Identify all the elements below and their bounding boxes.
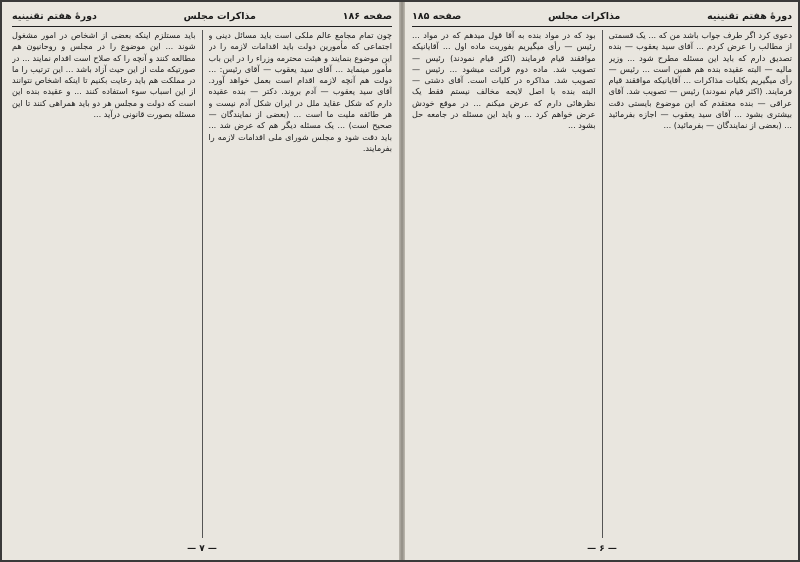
left-page-session: دورهٔ هفتم تقنینیه [12,10,97,22]
left-page-column-left [12,30,196,538]
left-page [12,8,392,554]
left-page-footer: — ۷ — [187,544,217,554]
right-page-column-right-text: دعوی کرد اگر طرف جواب باشد من که ... یک قسمتی از مطالب را عرض کردم ... آقای سید یعقوب — بنده تصدیق دارم که باید این مسئله مطرح شود ... وزیر مالیه — البته عقیده بنده هم همین است ... رئیس — رأی میگیریم بکلیات مذاکرات ... آقایانیکه موافقند قیام فرمایند. (اکثر قیام نمودند) رئیس — تصویب شد. آقای عراقی — بنده معتقدم که این موضوع بایستی دقت بیشتری بشود ... آقای سید یعقوب — اجازه بفرمائید ... (بعضی از نمایندگان — بفرمائید) ... [608,30,792,131]
left-header-rule [12,26,392,27]
right-page-title: مذاکرات مجلس [548,10,621,22]
left-page-column-right [209,30,393,538]
left-page-header [12,8,392,24]
left-page-column-right-text: چون تمام مجامع عالم ملکی است باید مسائل دینی و اجتماعی که مأمورین دولت باید اقدامات لازمه را در این موضوع بنمایند و هیئت محترمه وزراء را در این باب مأمور مینماید ... آقای سید یعقوب — آقای رئیس: ... دولت هم آنچه لازمه اقدام است بعمل خواهد آورد. آقای سید یعقوب — آدم بروند. دکتر — بنده عقیده دارم که شکل عقاید ملل در ایران شکل آدم نیست و هر طائفه ملیت ما است ... (بعضی از نمایندگان — صحیح است) ... یک مسئله دیگر هم که عرض شد ... باید دقت شود و مجلس شورای ملی اقدامات لازمه را بفرمایند. [208,30,392,153]
right-column-divider [602,30,603,538]
left-page-columns [12,30,392,538]
right-page-column-left [412,30,596,538]
book-gutter [399,2,405,560]
left-column-divider [202,30,203,538]
left-page-number: صفحه ۱۸۶ [342,10,392,22]
left-page-title: مذاکرات مجلس [183,10,256,22]
right-page-number: صفحه ۱۸۵ [412,10,462,22]
right-header-rule [412,26,792,27]
left-page-column-left-text: باید مستلزم اینکه بعضی از اشخاص در امور مشغول شوند ... این موضوع را در مجلس و روحانیون هم مطالعه کنند و آنچه را که صلاح است اقدام نمایند ... در صورتیکه ملت از این حیث آزاد باشد ... این ترتیب را ما در مملکت هم باید رعایت بکنیم تا اینکه اشخاص نتوانند از این اسباب سوء استفاده کنند ... و عقیده بنده این است که دولت و مجلس هر دو باید همراهی کنند تا این مسئله بصورت قانونی درآید ... [12,30,196,120]
book-spread [2,2,798,560]
right-page-column-left-text: بود که در مواد بنده به آقا قول میدهم که در مواد ... رئیس — رأی میگیریم بفوریت ماده اول ... آقایانیکه موافقند قیام فرمایند (اکثر قیام نمودند) رئیس — تصویب شد. ماده دوم قرائت میشود ... رئیس — تصویب شد. مذاکره در کلیات است. آقای دشتی — البته بنده با اصل لایحه مخالف نیستم فقط یک نظرهائی دارم که عرض میکنم ... در موقع خودش عرض خواهم کرد ... و باید این مسئله در جامعه حل بشود ... [412,30,596,131]
right-page-session: دورهٔ هفتم تقنینیه [707,10,792,22]
right-page-header [412,8,792,24]
right-page-columns [412,30,792,538]
right-page-column-right [609,30,793,538]
right-page-footer: — ۶ — [587,544,617,554]
right-page [412,8,792,554]
